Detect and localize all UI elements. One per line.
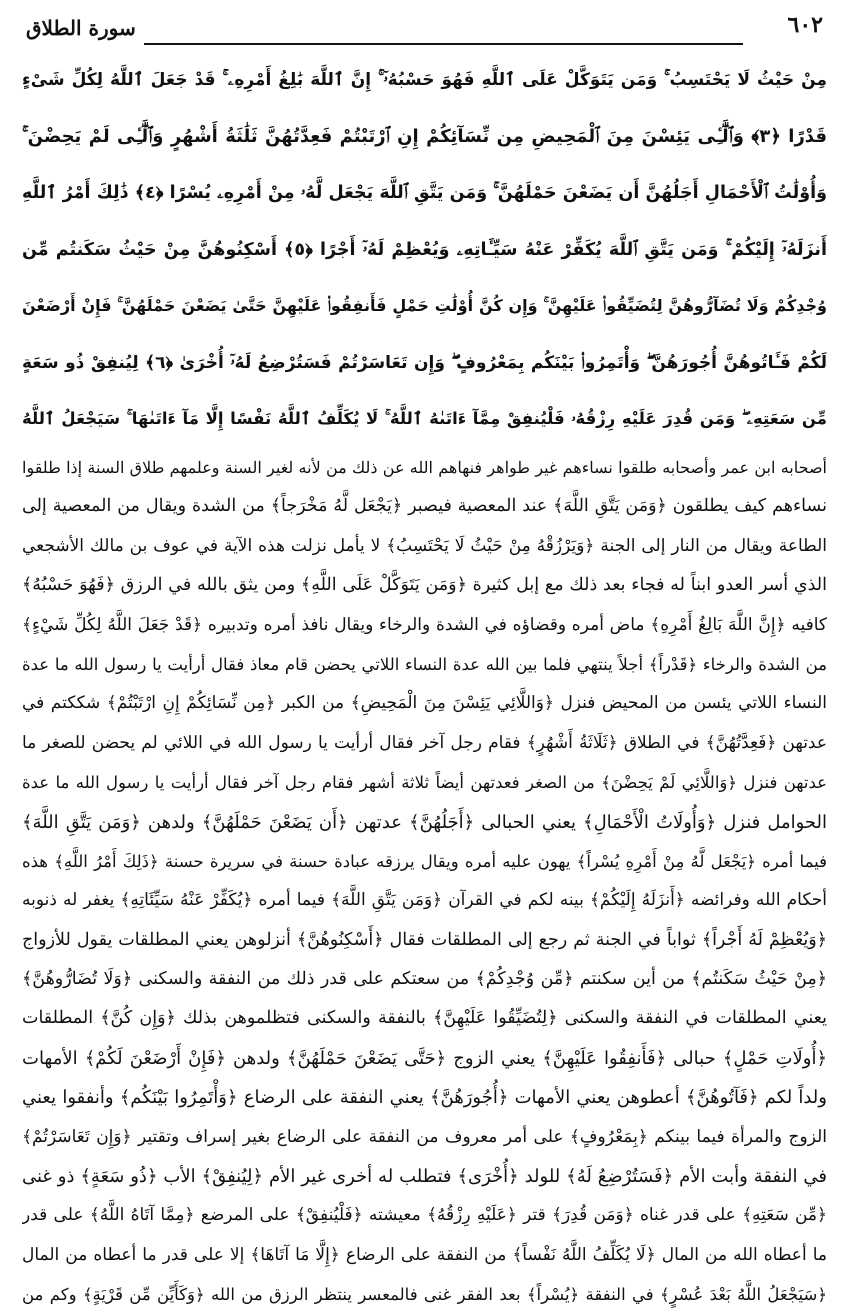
tafsir-line: النساء اللاتي يئسن من المحيض فنزل ﴿وَاللَّائِي يَئِسْنَ مِنَ الْمَحِيضِ﴾ من الكبر ﴿مِن نِّسَائِكُمْ إِنِ ارْتَبْتُمْ﴾ شككتم في (22, 693, 827, 714)
tafsir-line: ﴿سَيَجْعَلُ اللَّهُ بَعْدَ عُسْرٍ﴾ في النفقة ﴿يُسْراً﴾ بعد الفقر غنى فالمعسر ينتظر الرزق من الله ﴿وَكَأَيِّن مِّن قَرْيَةٍ﴾ وكم من (22, 1285, 827, 1305)
tafsir-line: ﴿وَيُعْظِمْ لَهُ أَجْراً﴾ ثواباً في الجنة ثم رجع إلى المطلقات فقال ﴿أَسْكِنُوهُنَّ﴾ أنزلوهن يعني المطلقات يقول للأزواج (22, 929, 827, 950)
quran-line: وَأُوْلَٰتُ ٱلْأَحْمَالِ أَجَلُهُنَّ أَن يَضَعْنَ حَمْلَهُنَّ ۚ وَمَن يَتَّقِ ٱللَّهَ يَجْعَل لَّهُۥ مِنْ أَمْرِهِۦ يُسْرًا ﴿٤﴾ ذَٰلِكَ أَمْرُ ٱللَّهِ (22, 183, 827, 203)
tafsir-line: عدتهن ﴿فَعِدَّتُهُنَّ﴾ في الطلاق ﴿ثَلَاثَةُ أَشْهُرٍ﴾ فقام رجل آخر فقال أرأيت يا رسول الله في اللائي لم يحضن للصغر ما (22, 732, 827, 753)
tafsir-text-block (22, 448, 827, 1315)
tafsir-line: الذي أسر العدو ابناً له فجاء بعد ذلك مع إبل كثيرة ﴿وَمَن يَتَوَكَّلْ عَلَى اللَّهِ﴾ ومن يثق بالله في الرزق ﴿فَهُوَ حَسْبُهُ﴾ (22, 575, 827, 596)
page-header (26, 14, 823, 44)
quran-line: لَكُمْ فَـَٔاتُوهُنَّ أُجُورَهُنَّ ۖ وَأْتَمِرُوا۟ بَيْنَكُم بِمَعْرُوفٍ ۖ وَإِن تَعَاسَرْتُمْ فَسَتُرْضِعُ لَهُۥٓ أُخْرَىٰ ﴿٦﴾ لِيُنفِقْ ذُو سَعَةٍ (22, 352, 827, 373)
tafsir-line: أحكام الله وفرائضه ﴿أَنزَلَهُ إِلَيْكُمْ﴾ بينه لكم في القرآن ﴿وَمَن يَتَّقِ اللَّهَ﴾ فيما أمره ﴿يُكَفِّرْ عَنْهُ سَيِّئَاتِهِ﴾ يغفر له ذنوبه (22, 890, 827, 911)
tafsir-line: كافيه ﴿إِنَّ اللَّهَ بَالِغُ أَمْرِهِ﴾ ماض أمره وقضاؤه في الشدة والرخاء ويقال نافذ أمره وتدبيره ﴿قَدْ جَعَلَ اللَّهُ لِكُلِّ شَيْءٍ﴾ (22, 614, 827, 635)
tafsir-line: نساءهم كيف يطلقون ﴿وَمَن يَتَّقِ اللَّهَ﴾ عند المعصية فيصبر ﴿يَجْعَل لَّهُ مَخْرَجاً﴾ من الشدة ويقال من المعصية إلى (22, 496, 827, 517)
tafsir-line: ﴿أُولَاتِ حَمْلٍ﴾ حبالى ﴿فَأَنفِقُوا عَلَيْهِنَّ﴾ يعني الزوج ﴿حَتَّى يَضَعْنَ حَمْلَهُنَّ﴾ ولدهن ﴿فَإِنْ أَرْضَعْنَ لَكُمْ﴾ الأمهات (22, 1047, 827, 1069)
surah-title: سورة الطلاق (26, 16, 136, 40)
tafsir-line: يعني المطلقات في النفقة والسكنى ﴿لِتُضَيِّقُوا عَلَيْهِنَّ﴾ بالنفقة والسكنى فتظلموهن بذلك ﴿وَإِن كُنَّ﴾ المطلقات (22, 1008, 827, 1029)
tafsir-line: الطاعة ويقال من النار إلى الجنة ﴿وَيَرْزُقْهُ مِنْ حَيْثُ لَا يَحْتَسِبُ﴾ لا يأمل نزلت هذه الآية في عوف بن مالك الأشجعي (22, 535, 827, 556)
tafsir-line: ما أعطاه الله من المال ﴿لَا يُكَلِّفُ اللَّهُ نَفْساً﴾ من النفقة على الرضاع ﴿إِلَّا مَا آتَاهَا﴾ إلا على قدر ما أعطاه من المال (22, 1244, 827, 1265)
header-rule (144, 43, 743, 45)
quran-line: مِّن سَعَتِهِۦ ۖ وَمَن قُدِرَ عَلَيْهِ رِزْقُهُۥ فَلْيُنفِقْ مِمَّآ ءَاتَىٰهُ ٱللَّهُ ۚ لَا يُكَلِّفُ ٱللَّهُ نَفْسًا إِلَّا مَآ ءَاتَىٰهَا ۚ سَيَجْعَلُ ٱللَّهُ (22, 409, 827, 428)
page-number: ٦٠٢ (787, 12, 823, 38)
tafsir-line: الحوامل فنزل ﴿وَأُولَاتُ الْأَحْمَالِ﴾ يعني الحبالى ﴿أَجَلُهُنَّ﴾ عدتهن ﴿أَن يَضَعْنَ حَمْلَهُنَّ﴾ ولدهن ﴿وَمَن يَتَّقِ اللَّهَ﴾ (22, 811, 827, 833)
quran-line: قَدْرًا ﴿٣﴾ وَٱلَّٰٓـِٔى يَئِسْنَ مِنَ ٱلْمَحِيضِ مِن نِّسَآئِكُمْ إِنِ ٱرْتَبْتُمْ فَعِدَّتُهُنَّ ثَلَٰثَةُ أَشْهُرٍ وَٱلَّٰٓـِٔى لَمْ يَحِضْنَ ۚ (22, 125, 827, 147)
tafsir-line: ﴿مِنْ حَيْثُ سَكَنتُم﴾ من أين سكنتم ﴿مِّن وُجْدِكُمْ﴾ من سعتكم على قدر ذلك من النفقة والسكنى ﴿وَلَا تُضَارُّوهُنَّ﴾ (22, 969, 827, 990)
tafsir-line: أصحابه ابن عمر وأصحابه طلقوا نساءهم غير طواهر فنهاهم الله عن ذلك من لأنه لغير السنة وعلمهم طلاق السنة إذا طلقوا (22, 458, 827, 477)
tafsir-line: فيما أمره ﴿يَجْعَل لَّهُ مِنْ أَمْرِهِ يُسْراً﴾ يهون عليه أمره ويقال يرزقه عبادة حسنة في سريرة حسنة ﴿ذَلِكَ أَمْرُ اللَّهِ﴾ هذه (22, 851, 827, 871)
tafsir-line: من الشدة والرخاء ﴿قَدْراً﴾ أجلاً ينتهي فلما بين الله عدة النساء اللاتي يحضن قام معاذ فقال أرأيت يا رسول الله ما عدة (22, 654, 827, 674)
quran-text-block (22, 52, 827, 448)
quran-line: أَنزَلَهُۥٓ إِلَيْكُمْ ۚ وَمَن يَتَّقِ ٱللَّهَ يُكَفِّرْ عَنْهُ سَيِّـَٔاتِهِۦ وَيُعْظِمْ لَهُۥٓ أَجْرًا ﴿٥﴾ أَسْكِنُوهُنَّ مِنْ حَيْثُ سَكَنتُم مِّن (22, 239, 827, 260)
quran-line: وُجْدِكُمْ وَلَا تُضَآرُّوهُنَّ لِتُضَيِّقُوا۟ عَلَيْهِنَّ ۚ وَإِن كُنَّ أُوْلَٰتِ حَمْلٍ فَأَنفِقُوا۟ عَلَيْهِنَّ حَتَّىٰ يَضَعْنَ حَمْلَهُنَّ ۚ فَإِنْ أَرْضَعْنَ (22, 296, 827, 315)
tafsir-line: في النفقة وأبت الأم ﴿فَسَتُرْضِعُ لَهُ﴾ للولد ﴿أُخْرَى﴾ فتطلب له أخرى غير الأم ﴿لِيُنفِقْ﴾ الأب ﴿ذُو سَعَةٍ﴾ ذو غنى (22, 1166, 827, 1188)
tafsir-line: ﴿مِّن سَعَتِهِ﴾ على قدر غناه ﴿وَمَن قُدِرَ﴾ قتر ﴿عَلَيْهِ رِزْقُهُ﴾ معيشته ﴿فَلْيُنفِقْ﴾ على المرضع ﴿مِمَّا آتَاهُ اللَّهُ﴾ على قدر (22, 1205, 827, 1226)
quran-line: مِنْ حَيْثُ لَا يَحْتَسِبُ ۚ وَمَن يَتَوَكَّلْ عَلَى ٱللَّهِ فَهُوَ حَسْبُهُۥٓ ۚ إِنَّ ٱللَّهَ بَٰلِغُ أَمْرِهِۦ ۚ قَدْ جَعَلَ ٱللَّهُ لِكُلِّ شَىْءٍ (22, 70, 827, 90)
tafsir-line: ولداً لكم ﴿فَآتُوهُنَّ﴾ أعطوهن يعني الأمهات ﴿أُجُورَهُنَّ﴾ يعني النفقة على الرضاع ﴿وَأْتَمِرُوا بَيْنَكُم﴾ وأنفقوا يعني (22, 1087, 827, 1109)
tafsir-line: عدتهن فنزل ﴿وَاللَّائِي لَمْ يَحِضْنَ﴾ من الصغر فعدتهن أيضاً ثلاثة أشهر فقام رجل آخر فقال أرأيت يا رسول الله ما عدة (22, 773, 827, 793)
tafsir-line: الزوج والمرأة فيما بينكم ﴿بِمَعْرُوفٍ﴾ على أمر معروف من النفقة على الرضاع بغير إسراف وتقتير ﴿وَإِن تَعَاسَرْتُمْ﴾ (22, 1126, 827, 1147)
